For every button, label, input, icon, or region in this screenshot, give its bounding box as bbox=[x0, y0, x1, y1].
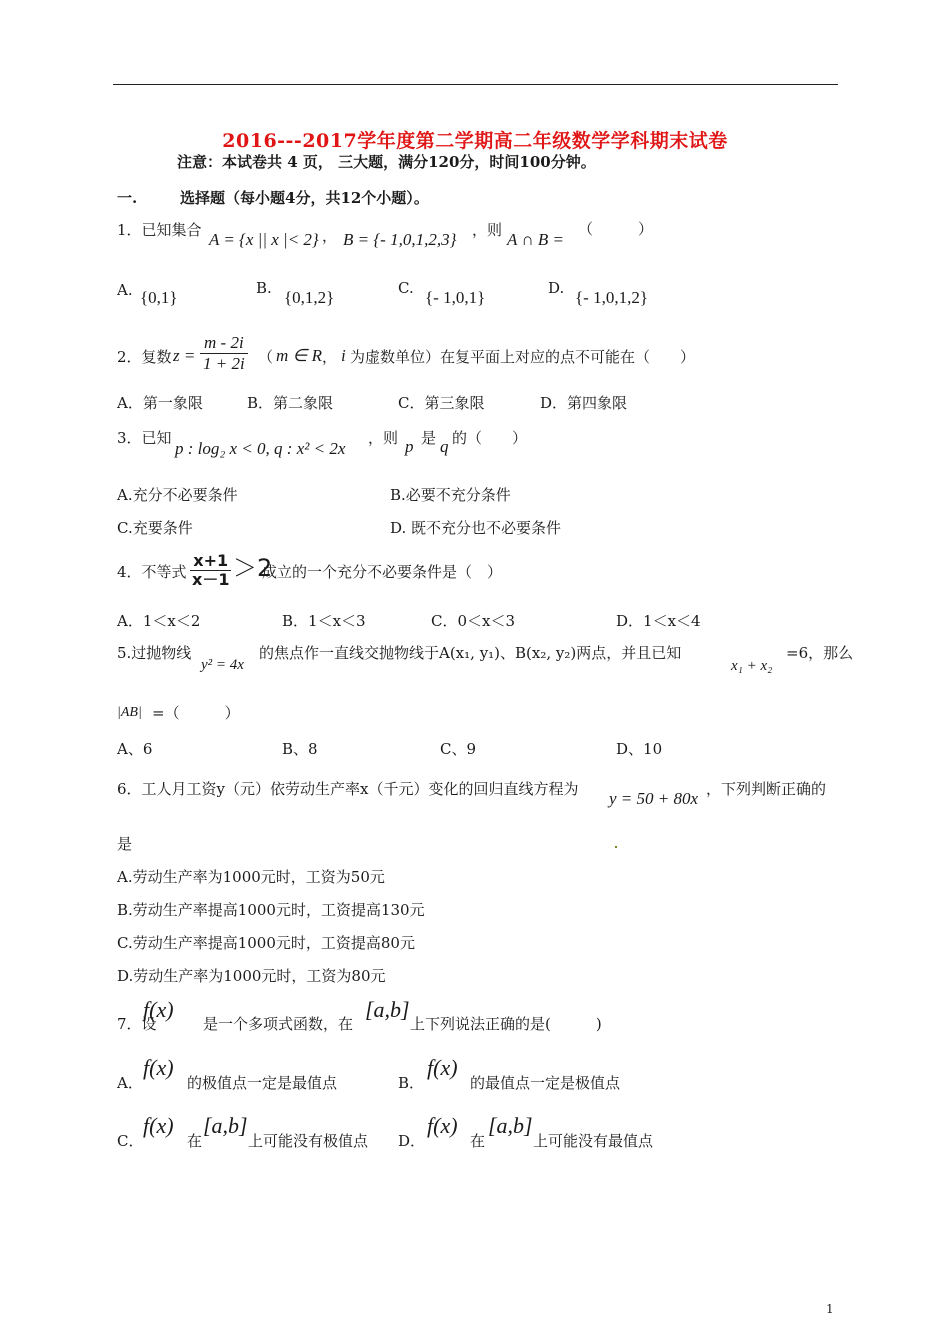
q7-opt-b-label: B． bbox=[398, 1074, 425, 1092]
q1-then: ，则 bbox=[472, 221, 503, 239]
q2-rest: 为虚数单位）在复平面上对应的点不可能在（ ） bbox=[350, 348, 696, 366]
q5-lead: 5.过抛物线 bbox=[117, 644, 192, 662]
q1-opt-c-label: C. bbox=[398, 279, 414, 297]
q2-i: i bbox=[341, 346, 346, 365]
q2-z: z = bbox=[173, 346, 196, 365]
q7-lead: 7．设 bbox=[117, 1015, 157, 1033]
stray-dot bbox=[615, 846, 617, 848]
section-title: 选择题（每小题4分，共12个小题）。 bbox=[180, 189, 429, 207]
q1-opt-d-label: D. bbox=[548, 279, 565, 297]
q7-opt-d-text: 上可能没有最值点 bbox=[533, 1132, 654, 1150]
q7-interval: [a,b] bbox=[365, 997, 410, 1022]
q4-rest: 成立的一个充分不必要条件是（ ） bbox=[262, 563, 503, 581]
q7-opt-d-f: f(x) bbox=[427, 1113, 458, 1138]
q7-opt-d-label: D． bbox=[398, 1132, 426, 1150]
q3-opt-d: D. 既不充分也不必要条件 bbox=[390, 519, 562, 537]
q4-fraction bbox=[190, 552, 231, 589]
q7-opt-d-in: 在 bbox=[470, 1132, 486, 1150]
q4-opt-a: A．1＜x＜2 bbox=[117, 612, 201, 630]
q5-tail: =6，那么 bbox=[786, 644, 854, 662]
q4-gt: ＞2 bbox=[233, 554, 273, 582]
section-number: 一. bbox=[117, 189, 138, 207]
q5-opt-c: C、9 bbox=[440, 740, 477, 758]
q2-cond-open: （ bbox=[258, 348, 274, 366]
q1-opt-b-value: {0,1,2} bbox=[284, 288, 335, 307]
q7-opt-a-text: 的极值点一定是最值点 bbox=[187, 1074, 338, 1092]
q2-opt-a: A．第一象限 bbox=[117, 394, 203, 412]
q7-opt-c-in: 在 bbox=[187, 1132, 203, 1150]
q5-parabola: y² = 4x bbox=[201, 657, 244, 673]
q2-m-real: m ∈ R bbox=[276, 346, 322, 365]
q4-opt-d: D．1＜x＜4 bbox=[616, 612, 701, 630]
q7-opt-c-label: C． bbox=[117, 1132, 144, 1150]
q4-lead: 4．不等式 bbox=[117, 563, 187, 581]
q3-q: q bbox=[440, 437, 449, 456]
q1-paren: （ ） bbox=[578, 220, 654, 238]
q1-set-b: B = {- 1,0,1,2,3} bbox=[343, 230, 457, 249]
q2-opt-c: C．第三象限 bbox=[398, 394, 485, 412]
q6-opt-c: C.劳动生产率提高1000元时，工资提高80元 bbox=[117, 934, 415, 952]
q7-f: f(x) bbox=[143, 997, 174, 1022]
q3-p: p bbox=[405, 437, 414, 456]
q1-opt-d-value: {- 1,0,1,2} bbox=[575, 288, 648, 307]
q6-cont: 是 bbox=[117, 835, 133, 853]
q4-opt-b: B．1＜x＜3 bbox=[282, 612, 366, 630]
q6-opt-a: A.劳动生产率为1000元时，工资为50元 bbox=[117, 868, 385, 886]
q7-opt-c-text: 上可能没有极值点 bbox=[248, 1132, 369, 1150]
q7-opt-c-f: f(x) bbox=[143, 1113, 174, 1138]
exam-title: 2016---2017学年度第二学期高二年级数学学科期末试卷 bbox=[222, 130, 728, 152]
q3-lead: 3．已知 bbox=[117, 429, 172, 447]
q1-opt-a-label: A. bbox=[117, 281, 133, 299]
q1-comma: ， bbox=[322, 227, 338, 245]
q7-opt-b-text: 的最值点一定是极值点 bbox=[470, 1074, 621, 1092]
q5-sum: x₁ + x₂ bbox=[731, 658, 773, 674]
q2-sep: ， bbox=[322, 348, 338, 366]
q5-opt-d: D、10 bbox=[616, 740, 663, 758]
q1-opt-b-label: B. bbox=[256, 279, 272, 297]
q3-expr: p : log₂ x < 0, q : x² < 2x bbox=[175, 439, 346, 458]
q1-opt-a-value: {0,1} bbox=[140, 288, 178, 307]
q2-numerator: m - 2i bbox=[200, 333, 248, 354]
q7-rest: 上下列说法正确的是( ) bbox=[410, 1015, 602, 1033]
q7-opt-d-interval: [a,b] bbox=[488, 1113, 533, 1138]
q3-opt-a: A.充分不必要条件 bbox=[117, 486, 238, 504]
q7-opt-b-f: f(x) bbox=[427, 1055, 458, 1080]
q3-rest: 的（ ） bbox=[452, 429, 528, 447]
q6-tail: ，下列判断正确的 bbox=[706, 780, 827, 798]
q7-opt-a-f: f(x) bbox=[143, 1055, 174, 1080]
q3-is: 是 bbox=[421, 429, 437, 447]
q3-opt-b: B.必要不充分条件 bbox=[390, 486, 511, 504]
q6-opt-d: D.劳动生产率为1000元时，工资为80元 bbox=[117, 967, 386, 985]
q5-opt-b: B、8 bbox=[282, 740, 318, 758]
q5-opt-a: A、6 bbox=[117, 740, 153, 758]
q5-mid: 的焦点作一直线交抛物线于A(x₁, y₁)、B(x₂, y₂)两点，并且已知 bbox=[259, 644, 682, 662]
q4-opt-c: C．0＜x＜3 bbox=[431, 612, 516, 630]
q2-opt-d: D．第四象限 bbox=[540, 394, 628, 412]
exam-notice: 注意：本试卷共 4 页， 三大题，满分120分，时间100分钟。 bbox=[177, 153, 596, 171]
q6-opt-b: B.劳动生产率提高1000元时，工资提高130元 bbox=[117, 901, 425, 919]
q3-then: ，则 bbox=[368, 429, 399, 447]
q2-denominator: 1 + 2i bbox=[203, 354, 245, 373]
page-number: 1 bbox=[826, 1302, 834, 1316]
q6-regression-eq: y = 50 + 80x bbox=[609, 789, 699, 808]
q4-denominator: x－1 bbox=[192, 570, 230, 589]
q5-ab-rest: =（ ） bbox=[152, 704, 240, 722]
q7-mid: 是一个多项式函数，在 bbox=[203, 1015, 354, 1033]
q1-expr: A ∩ B = bbox=[507, 230, 564, 249]
q2-fraction bbox=[200, 333, 248, 374]
header-rule bbox=[113, 84, 838, 85]
q4-numerator: x+1 bbox=[190, 552, 231, 571]
q7-opt-c-interval: [a,b] bbox=[203, 1113, 248, 1138]
q5-ab: |AB| bbox=[117, 705, 142, 720]
q6-lead: 6．工人月工资y（元）依劳动生产率x（千元）变化的回归直线方程为 bbox=[117, 780, 579, 798]
q7-opt-a-label: A． bbox=[117, 1074, 143, 1092]
q2-lead: 2．复数 bbox=[117, 348, 172, 366]
q3-opt-c: C.充要条件 bbox=[117, 519, 193, 537]
q2-opt-b: B．第二象限 bbox=[247, 394, 334, 412]
q1-set-a: A = {x || x |< 2} bbox=[209, 230, 319, 249]
q1-lead: 1．已知集合 bbox=[117, 221, 202, 239]
q1-opt-c-value: {- 1,0,1} bbox=[425, 288, 486, 307]
